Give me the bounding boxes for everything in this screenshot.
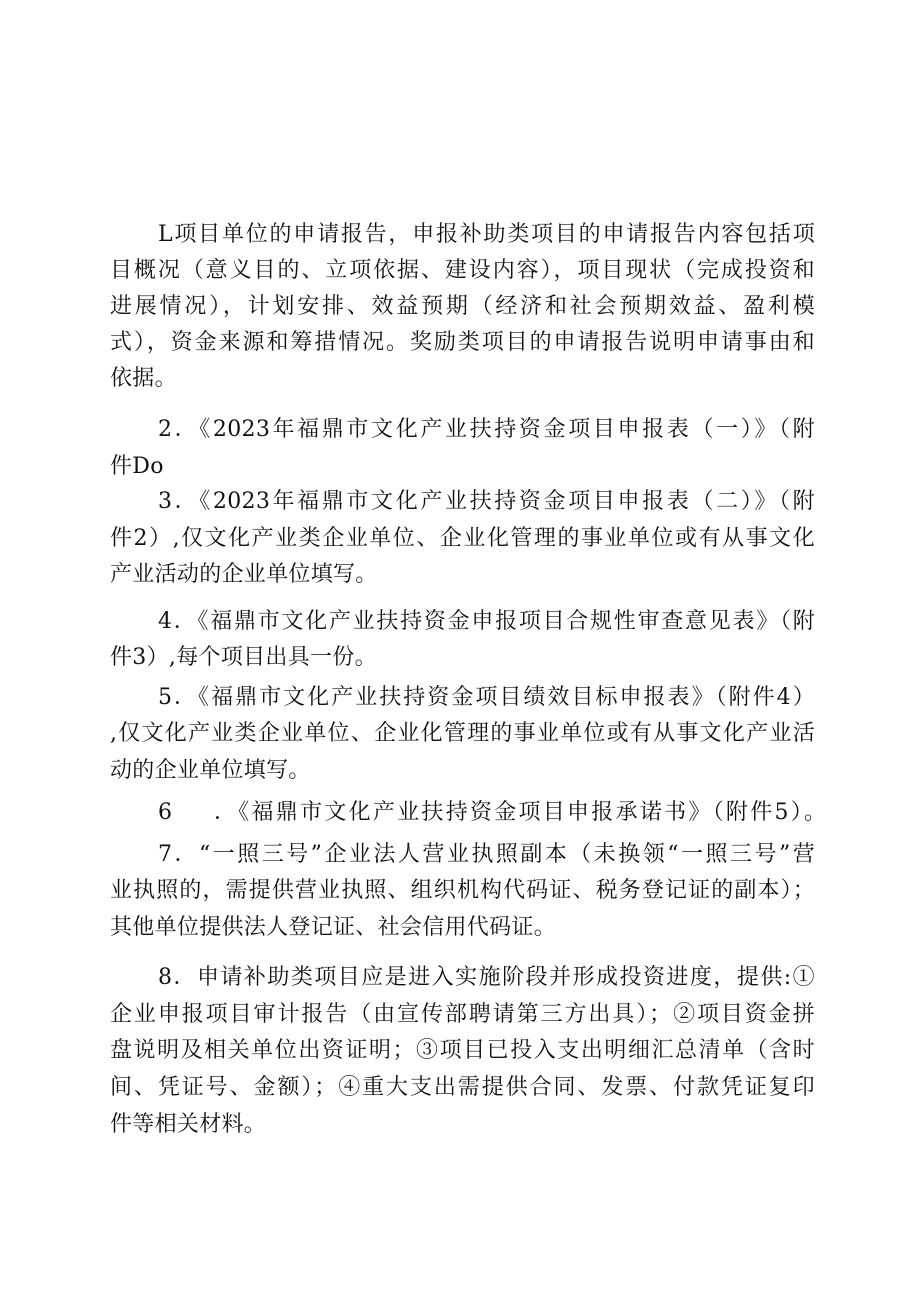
paragraph-line: 产业活动的企业单位填写。 (110, 562, 378, 587)
paragraph-line: 动的企业单位填写。 (110, 758, 311, 783)
item-number: 6 (158, 800, 172, 825)
paragraph-line: 4．《福鼎市文化产业扶持资金申报项目合规性审查意见表》（附 (158, 609, 815, 634)
paragraph-line: 业执照的，需提供营业执照、组织机构代码证、税务登记证的副本）； (110, 878, 815, 903)
paragraph-line: ,仅文化产业类企业单位、企业化管理的事业单位或有从事文化产业活 (110, 721, 815, 746)
paragraph-line: 式），资金来源和筹措情况。奖励类项目的申请报告说明申请事由和 (110, 330, 815, 355)
paragraph-line: 件2）,仅文化产业类企业单位、企业化管理的事业单位或有从事文化 (110, 526, 815, 551)
paragraph-line: 2．《2023年福鼎市文化产业扶持资金项目申报表（一）》（附 (158, 417, 815, 442)
paragraph-line: 依据。 (110, 366, 177, 391)
paragraph-line: 进展情况），计划安排、效益预期（经济和社会预期效益、盈利模 (110, 294, 815, 319)
paragraph-line: 7．“一照三号”企业法人营业执照副本（未换领“一照三号”营 (158, 842, 815, 867)
paragraph-line: 件Do (110, 454, 164, 479)
paragraph-line: L项目单位的申请报告，申报补助类项目的申请报告内容包括项 (158, 222, 815, 247)
paragraph-line: 件等相关材料。 (110, 1112, 267, 1137)
paragraph-line: 3．《2023年福鼎市文化产业扶持资金项目申报表（二）》（附 (158, 489, 815, 514)
paragraph-line: 5．《福鼎市文化产业扶持资金项目绩效目标申报表》（附件4） (158, 685, 815, 710)
paragraph-line: 间、凭证号、金额）；④重大支出需提供合同、发票、付款凭证复印 (110, 1075, 815, 1100)
paragraph-line: 8．申请补助类项目应是进入实施阶段并形成投资进度，提供:① (158, 965, 815, 990)
paragraph-line: 其他单位提供法人登记证、社会信用代码证。 (110, 915, 557, 940)
paragraph-line: 盘说明及相关单位出资证明；③项目已投入支出明细汇总清单（含时 (110, 1038, 815, 1063)
paragraph-line: 目概况（意义目的、立项依据、建设内容），项目现状（完成投资和 (110, 258, 815, 283)
paragraph-line: ．《福鼎市文化产业扶持资金项目申报承诺书》（附件5）。 (214, 800, 826, 825)
paragraph-line: 企业申报项目审计报告（由宣传部聘请第三方出具）；②项目资金拼 (110, 1002, 815, 1027)
paragraph-line: 件3）,每个项目出具一份。 (110, 645, 377, 670)
